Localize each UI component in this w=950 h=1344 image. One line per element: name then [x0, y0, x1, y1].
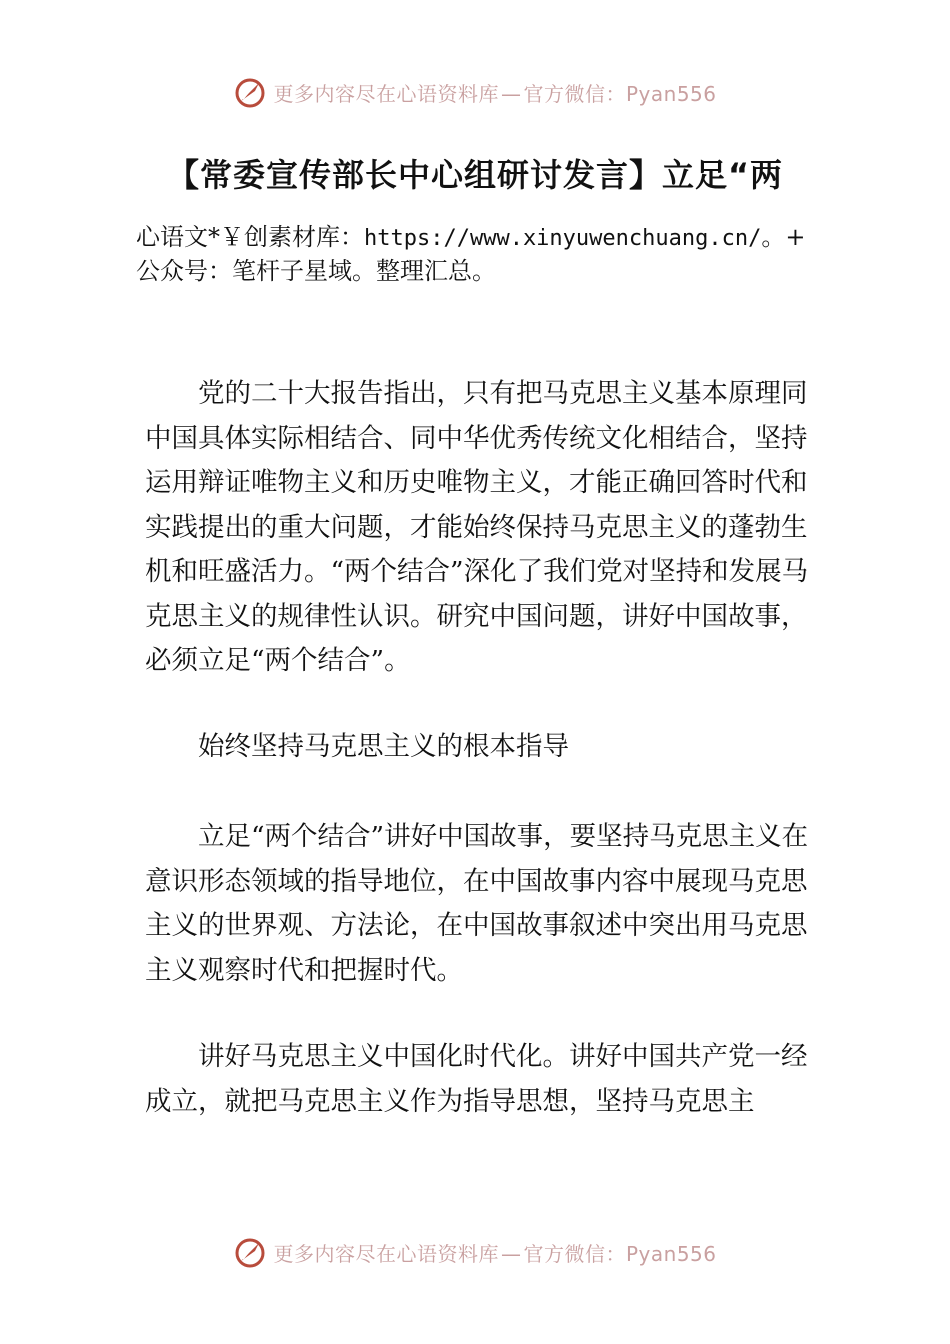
banner-wechat-id: Pyan556 — [625, 1241, 717, 1266]
document-title: 【常委宣传部长中心组研讨发言】立足“两 — [166, 156, 784, 194]
body-paragraph: 讲好马克思主义中国化时代化。讲好中国共产党一经成立，就把马克思主义作为指导思想，坚持马克思主 — [145, 1041, 808, 1117]
header-watermark — [0, 72, 950, 112]
banner-separator: — — [500, 1241, 522, 1266]
banner-brand-text: 更多内容尽在心语资料库 — [273, 1241, 499, 1266]
banner-separator: — — [500, 81, 522, 106]
section-heading: 始终坚持马克思主义的根本指导 — [198, 731, 569, 762]
body-paragraph: 党的二十大报告指出，只有把马克思主义基本原理同中国具体实际相结合、同中华优秀传统文化相结合，坚持运用辩证唯物主义和历史唯物主义，才能正确回答时代和实践提出的重大问题，才能始终保持马克思主义的蓬勃生机和旺盛活力。“两个结合”深化了我们党对坚持和发展马克思主义的规律性认识。研究中国问题，讲好中国故事，必须立足“两个结合”。 — [145, 378, 809, 676]
quill-logo-icon — [233, 1235, 267, 1269]
banner-wechat-id: Pyan556 — [625, 81, 717, 106]
banner-wechat-label: 官方微信： — [523, 81, 626, 106]
source-suffix: 。+ — [761, 223, 806, 251]
footer-watermark — [0, 1232, 950, 1272]
banner-brand-text: 更多内容尽在心语资料库 — [273, 81, 499, 106]
quill-logo-icon — [233, 75, 267, 109]
source-prefix: 心语文*￥创素材库： — [136, 223, 364, 251]
source-note — [136, 221, 856, 287]
banner-wechat-label: 官方微信： — [523, 1241, 626, 1266]
source-url: https://www.xinyuwenchuang.cn/ — [364, 226, 762, 251]
source-line-2: 公众号：笔杆子星域。整理汇总。 — [136, 257, 496, 285]
body-paragraph: 立足“两个结合”讲好中国故事，要坚持马克思主义在意识形态领域的指导地位，在中国故事内容中展现马克思主义的世界观、方法论，在中国故事叙述中突出用马克思主义观察时代和把握时代。 — [145, 821, 809, 986]
